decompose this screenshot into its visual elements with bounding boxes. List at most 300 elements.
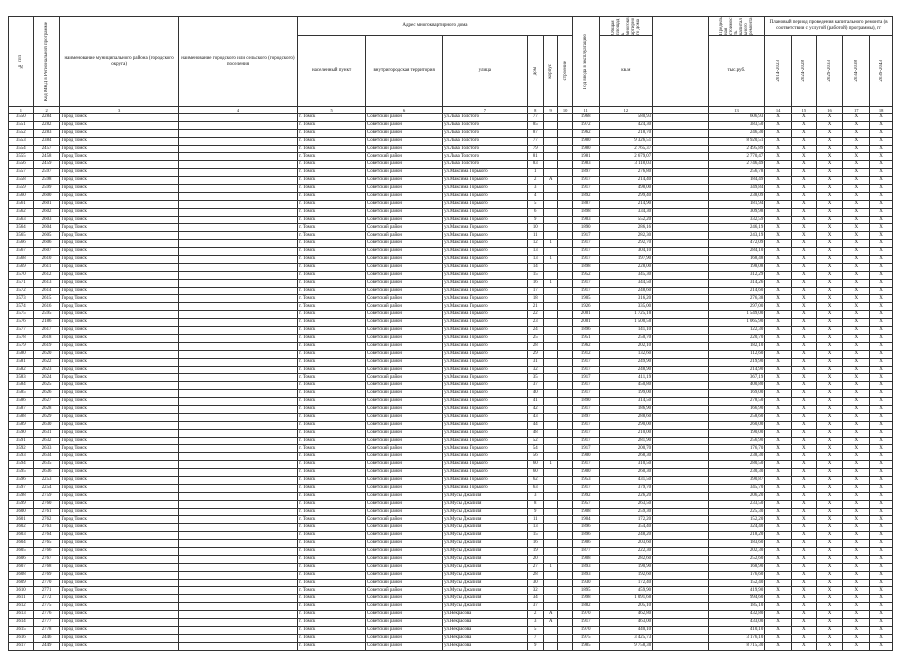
row-mkd-code: 2766 [33,547,60,555]
row-year: 1998 [572,595,599,603]
row-house: 11 [527,516,543,524]
row-mkd-code: 2605 [33,232,60,240]
row-period-mark: X [843,429,870,437]
row-period-mark: X [816,216,843,224]
row-index: 3551 [9,121,34,129]
row-period-mark: X [816,540,843,548]
row-period-mark: X [791,532,816,540]
row-house: 3 [527,492,543,500]
row-index: 3610 [9,587,34,595]
row-year: 1890 [572,224,599,232]
row-territory: Советский район [366,145,443,153]
row-korpus [543,224,557,232]
row-period-mark: X [765,437,792,445]
row-street: ул.Максима Горького [443,263,527,271]
row-municipality: Город Томск [60,390,178,398]
row-mkd-code: 2614 [33,287,60,295]
row-period-mark: X [843,161,870,169]
row-index: 3615 [9,626,34,634]
row-street: ул.Максима Горького [443,390,527,398]
row-municipality: Город Томск [60,319,178,327]
row-period-mark: X [816,532,843,540]
row-settlement [178,508,297,516]
row-period-mark: X [870,327,893,335]
row-cost: 252,60 [708,555,765,563]
row-locality: г. Томск [298,595,366,603]
row-territory: Советский район [366,555,443,563]
row-cost: 176,70 [708,445,765,453]
row-spacer [653,390,709,398]
row-index: 3588 [9,413,34,421]
row-period-mark: X [791,563,816,571]
row-stroenie [558,303,572,311]
row-period-mark: X [870,334,893,342]
row-locality: г. Томск [298,476,366,484]
row-period-mark: X [816,192,843,200]
row-period-mark: X [816,437,843,445]
row-period-mark: X [843,169,870,177]
row-street: ул.Максима Горького [443,445,527,453]
table-row [9,248,893,256]
header-municipality: наименование муниципального района (городского округа) [60,17,178,107]
row-municipality: Город Томск [60,642,178,650]
row-area: 259,30 [599,508,653,516]
row-municipality: Город Томск [60,327,178,335]
row-period-mark: X [816,469,843,477]
row-period-mark: X [870,500,893,508]
row-mkd-code: 2617 [33,327,60,335]
row-area: 379,70 [599,484,653,492]
row-year: 1877 [572,547,599,555]
row-territory: Советский район [366,516,443,524]
row-area: 2 679,07 [599,153,653,161]
row-period-mark: X [765,169,792,177]
row-index: 3605 [9,547,34,555]
row-cost: 182,10 [708,342,765,350]
row-territory: Советский район [366,603,443,611]
row-period-mark: X [791,405,816,413]
row-territory: Советский район [366,114,443,122]
row-area: 260,30 [599,469,653,477]
row-cost: 214,60 [708,287,765,295]
row-locality: г. Томск [298,555,366,563]
row-municipality: Город Томск [60,303,178,311]
row-stroenie [558,366,572,374]
row-period-mark: X [816,516,843,524]
row-locality: г. Томск [298,642,366,650]
row-street: ул.Максима Горького [443,469,527,477]
row-period-mark: X [791,216,816,224]
row-stroenie [558,532,572,540]
row-locality: г. Томск [298,571,366,579]
row-period-mark: X [843,279,870,287]
row-mkd-code: 2620 [33,350,60,358]
row-period-mark: X [843,555,870,563]
row-period-mark: X [816,390,843,398]
row-index: 3581 [9,358,34,366]
row-settlement [178,484,297,492]
row-stroenie [558,279,572,287]
row-locality: г. Томск [298,626,366,634]
row-locality: г. Томск [298,619,366,627]
row-period-mark: X [870,437,893,445]
row-period-mark: X [791,587,816,595]
row-korpus [543,476,557,484]
row-period-mark: X [816,287,843,295]
row-street: ул.Максима Горького [443,461,527,469]
row-mkd-code: 2636 [33,469,60,477]
row-index: 3565 [9,232,34,240]
row-index: 3553 [9,137,34,145]
row-house: 60 [527,461,543,469]
table-row [9,492,893,500]
row-spacer [653,405,709,413]
row-locality: г. Томск [298,437,366,445]
row-period-mark: X [843,271,870,279]
row-mkd-code: 2772 [33,595,60,603]
row-period-mark: X [870,153,893,161]
row-mkd-code: 2595 [33,311,60,319]
row-period-mark: X [870,208,893,216]
row-house: 13 [527,524,543,532]
table-row [9,279,893,287]
row-period-mark: X [791,429,816,437]
row-locality: г. Томск [298,342,366,350]
row-index: 3607 [9,563,34,571]
row-settlement [178,547,297,555]
row-period-mark: X [816,129,843,137]
row-period-mark: X [843,453,870,461]
row-settlement [178,327,297,335]
row-stroenie [558,114,572,122]
row-period-mark: X [791,634,816,642]
row-area: 310,50 [599,461,653,469]
table-row [9,224,893,232]
row-period-mark: X [765,603,792,611]
table-row [9,626,893,634]
row-cost: 419,90 [708,587,765,595]
table-row [9,429,893,437]
row-year: 1893 [572,571,599,579]
row-period-mark: X [765,200,792,208]
row-period-mark: X [765,358,792,366]
row-period-mark: X [765,145,792,153]
row-year: 1917 [572,437,599,445]
row-period-mark: X [843,476,870,484]
row-spacer [653,287,709,295]
row-settlement [178,279,297,287]
row-house: 60 [527,469,543,477]
row-territory: Советский район [366,619,443,627]
row-municipality: Город Томск [60,358,178,366]
row-period-mark: X [765,476,792,484]
row-period-mark: X [870,382,893,390]
row-house: 2 [527,177,543,185]
row-cost: 152,40 [708,579,765,587]
row-territory: Советский район [366,224,443,232]
row-year: 1962 [572,342,599,350]
row-spacer [653,169,709,177]
row-spacer [653,129,709,137]
table-row [9,358,893,366]
row-municipality: Город Томск [60,366,178,374]
row-index: 3594 [9,461,34,469]
row-cost: 219,90 [708,358,765,366]
table-row [9,342,893,350]
row-index: 3580 [9,350,34,358]
row-period-mark: X [791,398,816,406]
row-korpus [543,145,557,153]
row-locality: г. Томск [298,374,366,382]
row-street: ул.Максима Горького [443,200,527,208]
row-area: 2 765,37 [599,145,653,153]
row-spacer [653,240,709,248]
row-index: 3617 [9,642,34,650]
row-territory: Советский район [366,161,443,169]
row-territory: Советский район [366,508,443,516]
row-street: ул.Мусы Джалиля [443,603,527,611]
row-spacer [653,563,709,571]
row-period-mark: X [870,390,893,398]
row-period-mark: X [816,500,843,508]
row-area: 345,30 [599,271,653,279]
row-korpus [543,137,557,145]
header-stroenie: строение [558,36,572,107]
row-territory: Советский район [366,248,443,256]
row-municipality: Город Томск [60,177,178,185]
row-korpus: А [543,177,557,185]
row-korpus [543,390,557,398]
row-area: 9 758,30 [599,642,653,650]
row-territory: Советский район [366,137,443,145]
row-street: ул.Максима Горького [443,374,527,382]
row-period-mark: X [791,145,816,153]
row-territory: Советский район [366,524,443,532]
row-korpus [543,129,557,137]
row-territory: Советский район [366,461,443,469]
row-cost: 181,94 [708,200,765,208]
row-index: 3554 [9,145,34,153]
row-period-mark: X [765,413,792,421]
row-period-mark: X [791,161,816,169]
row-year: 1917 [572,287,599,295]
row-year: 2001 [572,311,599,319]
row-street: ул.Максима Горького [443,358,527,366]
row-municipality: Город Томск [60,161,178,169]
table-row [9,437,893,445]
row-house: 79 [527,145,543,153]
row-municipality: Город Томск [60,563,178,571]
row-period-mark: X [843,224,870,232]
row-locality: г. Томск [298,603,366,611]
row-house: 18 [527,295,543,303]
row-period-mark: X [816,121,843,129]
row-house: 40 [527,390,543,398]
row-mkd-code: 2458 [33,153,60,161]
row-house: 4 [527,192,543,200]
row-mkd-code: 2186 [33,319,60,327]
row-house: 29 [527,350,543,358]
row-korpus [543,508,557,516]
row-index: 3591 [9,437,34,445]
row-year: 1905 [572,295,599,303]
row-period-mark: X [843,398,870,406]
row-index: 3601 [9,516,34,524]
row-index: 3569 [9,263,34,271]
row-area: 228,00 [599,263,653,271]
row-period-mark: X [870,200,893,208]
row-period-mark: X [843,358,870,366]
row-korpus [543,626,557,634]
row-municipality: Город Томск [60,492,178,500]
row-house: 30 [527,579,543,587]
row-territory: Советский район [366,334,443,342]
row-index: 3571 [9,279,34,287]
row-municipality: Город Томск [60,232,178,240]
row-period-mark: X [816,492,843,500]
row-locality: г. Томск [298,413,366,421]
row-house: 3 [527,619,543,627]
row-year: 1890 [572,398,599,406]
row-period-mark: X [765,500,792,508]
row-area: 250,70 [599,334,653,342]
row-period-mark: X [870,295,893,303]
row-period-mark: X [791,177,816,185]
row-municipality: Город Томск [60,185,178,193]
row-locality: г. Томск [298,145,366,153]
row-korpus [543,248,557,256]
row-territory: Советский район [366,626,443,634]
row-period-mark: X [816,208,843,216]
row-spacer [653,579,709,587]
row-stroenie [558,611,572,619]
row-index: 3574 [9,303,34,311]
row-municipality: Город Томск [60,137,178,145]
column-number-spacer [653,107,709,114]
row-period-mark: X [765,153,792,161]
row-locality: г. Томск [298,484,366,492]
row-locality: г. Томск [298,563,366,571]
table-row [9,405,893,413]
row-settlement [178,563,297,571]
row-spacer [653,216,709,224]
row-mkd-code: 2612 [33,271,60,279]
row-period-mark: X [765,508,792,516]
row-cost: 1 549,00 [708,311,765,319]
row-spacer [653,413,709,421]
row-street: ул.Некрасова [443,619,527,627]
row-street: ул.Максима Горького [443,484,527,492]
row-stroenie [558,524,572,532]
table-row [9,153,893,161]
row-korpus [543,484,557,492]
row-period-mark: X [843,240,870,248]
table-row [9,587,893,595]
table-row [9,579,893,587]
row-period-mark: X [791,137,816,145]
row-period-mark: X [816,342,843,350]
row-mkd-code: 2601 [33,200,60,208]
row-period-mark: X [870,508,893,516]
row-period-mark: X [843,540,870,548]
row-spacer [653,342,709,350]
row-index: 3606 [9,555,34,563]
row-mkd-code: 2769 [33,571,60,579]
row-settlement [178,595,297,603]
row-korpus [543,114,557,122]
row-spacer [653,208,709,216]
row-house: 32 [527,366,543,374]
row-period-mark: X [816,200,843,208]
row-period-mark: X [765,398,792,406]
row-year: 1917 [572,484,599,492]
row-year: 1897 [572,169,599,177]
row-settlement [178,453,297,461]
row-period-mark: X [791,461,816,469]
row-locality: г. Томск [298,524,366,532]
row-stroenie [558,145,572,153]
row-spacer [653,232,709,240]
row-area: 299,40 [599,192,653,200]
row-spacer [653,421,709,429]
row-period-mark: X [816,327,843,335]
row-period-mark: X [870,595,893,603]
row-korpus [543,327,557,335]
row-korpus [543,334,557,342]
row-area: 580,93 [599,114,653,122]
row-area: 354,40 [599,524,653,532]
row-year: 1983 [572,161,599,169]
table-row [9,240,893,248]
row-year: 1917 [572,240,599,248]
row-period-mark: X [791,484,816,492]
row-settlement [178,413,297,421]
row-year: 1917 [572,421,599,429]
row-year: 1992 [572,492,599,500]
row-locality: г. Томск [298,137,366,145]
row-house: 41 [527,398,543,406]
row-municipality: Город Томск [60,350,178,358]
row-stroenie [558,342,572,350]
row-period-mark: X [765,374,792,382]
row-period-mark: X [870,240,893,248]
row-house: 5 [527,200,543,208]
row-korpus [543,192,557,200]
row-locality: г. Томск [298,248,366,256]
row-cost: 258,60 [708,413,765,421]
row-period-mark: X [765,319,792,327]
row-period-mark: X [870,303,893,311]
row-house: 6 [527,208,543,216]
row-period-mark: X [870,137,893,145]
row-period-mark: X [791,374,816,382]
row-period-mark: X [791,303,816,311]
row-year: 2001 [572,319,599,327]
header-plan-group: Плановый период проведения капитального ремонта (в соответствии с услугой (работой) программы), гг [765,17,893,36]
row-street: ул.Максима Горького [443,216,527,224]
row-house: 10 [527,224,543,232]
row-street: ул.Некрасова [443,642,527,650]
row-area: 282,30 [599,232,653,240]
row-period-mark: X [816,429,843,437]
row-mkd-code: 2627 [33,398,60,406]
row-territory: Советский район [366,429,443,437]
row-period-mark: X [816,224,843,232]
row-street: ул.Максима Горького [443,271,527,279]
row-territory: Советский район [366,390,443,398]
row-period-mark: X [843,121,870,129]
row-period-mark: X [791,224,816,232]
